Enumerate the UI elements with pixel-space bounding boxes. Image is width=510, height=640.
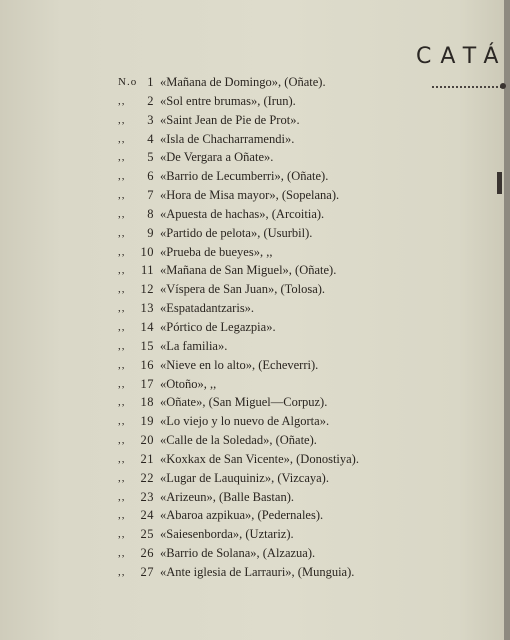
catalog-entry xyxy=(118,431,388,450)
entry-number: 15 xyxy=(140,338,154,353)
entry-prefix: ,, xyxy=(118,170,126,183)
title-ornament-dot xyxy=(500,83,506,89)
entry-number: 5 xyxy=(147,150,154,165)
catalog-entry xyxy=(118,356,388,375)
entry-prefix: ,, xyxy=(118,151,126,164)
entry-prefix: N.o xyxy=(118,76,138,88)
entry-number: 3 xyxy=(147,112,154,127)
entry-title: «Sol entre brumas», (Irun). xyxy=(160,93,296,108)
entry-number: 13 xyxy=(140,301,154,316)
entry-number: 7 xyxy=(147,188,154,203)
entry-prefix: ,, xyxy=(118,302,126,315)
entry-number: 4 xyxy=(147,131,154,146)
entry-number: 27 xyxy=(140,564,154,579)
entry-prefix: ,, xyxy=(118,320,126,333)
catalog-entry xyxy=(118,186,388,205)
entry-title: «Barrio de Solana», (Alzazua). xyxy=(160,546,316,561)
entry-prefix: ,, xyxy=(118,471,126,484)
catalog-entry xyxy=(118,337,388,356)
catalog-entry xyxy=(118,280,388,299)
entry-number: 25 xyxy=(140,527,154,542)
entry-prefix: ,, xyxy=(118,490,126,503)
entry-title: «Ante iglesia de Larrauri», (Munguia). xyxy=(160,564,355,579)
entry-prefix: ,, xyxy=(118,434,126,447)
entry-title: «Partido de pelota», (Usurbil). xyxy=(160,225,313,240)
entry-number: 11 xyxy=(140,263,154,278)
catalog-entry xyxy=(118,393,388,412)
entry-number: 9 xyxy=(147,225,154,240)
entry-prefix: ,, xyxy=(118,245,126,258)
entry-title: «Oñate», (San Miguel—Corpuz). xyxy=(160,395,328,410)
entry-title: «Prueba de bueyes», ,, xyxy=(160,244,273,259)
entry-prefix: ,, xyxy=(118,132,126,145)
entry-title: «Mañana de San Miguel», (Oñate). xyxy=(160,263,337,278)
entry-title: «Apuesta de hachas», (Arcoitia). xyxy=(160,206,325,221)
entry-title: «Abaroa azpikua», (Pedernales). xyxy=(160,508,324,523)
entry-title: «Saint Jean de Pie de Prot». xyxy=(160,112,300,127)
entry-number: 24 xyxy=(140,508,154,523)
title-ornament-rule xyxy=(432,86,502,88)
catalog-entry xyxy=(118,224,388,243)
entry-title: «Víspera de San Juan», (Tolosa). xyxy=(160,282,326,297)
entry-title: «Otoño», ,, xyxy=(160,376,217,391)
entry-prefix: ,, xyxy=(118,339,126,352)
entry-prefix: ,, xyxy=(118,565,126,578)
margin-mark xyxy=(497,172,502,194)
entry-title: «Arizeun», (Balle Bastan). xyxy=(160,489,294,504)
entry-prefix: ,, xyxy=(118,509,126,522)
entry-title: «Mañana de Domingo», (Oñate). xyxy=(160,75,326,89)
entry-number: 21 xyxy=(140,451,154,466)
entry-prefix: ,, xyxy=(118,415,126,428)
catalog-entry xyxy=(118,544,388,563)
entry-title: «Hora de Misa mayor», (Sopelana). xyxy=(160,188,340,203)
entry-prefix: ,, xyxy=(118,226,126,239)
catalog-entry xyxy=(118,412,388,431)
entry-number: 22 xyxy=(140,470,154,485)
entry-number: 6 xyxy=(147,169,154,184)
catalog-entry xyxy=(118,450,388,469)
entry-number: 16 xyxy=(140,357,154,372)
catalog-entry xyxy=(118,148,388,167)
entry-prefix: ,, xyxy=(118,283,126,296)
entry-prefix: ,, xyxy=(118,264,126,277)
entry-number: 1 xyxy=(147,75,154,89)
entry-number: 18 xyxy=(140,395,154,410)
entry-number: 20 xyxy=(140,433,154,448)
catalog-entry xyxy=(118,261,388,280)
catalog-list xyxy=(118,73,388,582)
catalog-entry xyxy=(118,243,388,262)
catalog-entry xyxy=(118,506,388,525)
entry-title: «Pórtico de Legazpia». xyxy=(160,319,276,334)
entry-prefix: ,, xyxy=(118,207,126,220)
entry-title: «Isla de Chacharramendi». xyxy=(160,131,295,146)
entry-number: 19 xyxy=(140,414,154,429)
catalog-entry xyxy=(118,469,388,488)
entry-number: 2 xyxy=(147,93,154,108)
entry-number: 26 xyxy=(140,546,154,561)
catalog-entry xyxy=(118,488,388,507)
catalog-entry xyxy=(118,375,388,394)
entry-title: «Barrio de Lecumberri», (Oñate). xyxy=(160,169,329,184)
entry-title: «La familia». xyxy=(160,338,228,353)
entry-number: 12 xyxy=(140,282,154,297)
catalog-entry xyxy=(118,167,388,186)
page-edge-shadow xyxy=(504,0,510,640)
entry-number: 8 xyxy=(147,206,154,221)
entry-prefix: ,, xyxy=(118,189,126,202)
entry-title: «Nieve en lo alto», (Echeverri). xyxy=(160,357,319,372)
catalog-entry xyxy=(118,92,388,111)
entry-prefix: ,, xyxy=(118,452,126,465)
entry-number: 17 xyxy=(140,376,154,391)
entry-title: «De Vergara a Oñate». xyxy=(160,150,274,165)
catalog-entry xyxy=(118,130,388,149)
catalog-entry xyxy=(118,525,388,544)
catalog-entry xyxy=(118,318,388,337)
entry-title: «Calle de la Soledad», (Oñate). xyxy=(160,433,317,448)
entry-prefix: ,, xyxy=(118,113,126,126)
entry-prefix: ,, xyxy=(118,528,126,541)
catalog-entry xyxy=(118,111,388,130)
entry-prefix: ,, xyxy=(118,358,126,371)
entry-title: «Lugar de Lauquiniz», (Vizcaya). xyxy=(160,470,329,485)
catalog-title: CATÁ xyxy=(416,44,508,69)
entry-title: «Espatadantzaris». xyxy=(160,301,255,316)
entry-prefix: ,, xyxy=(118,547,126,560)
catalog-entry xyxy=(118,205,388,224)
entry-prefix: ,, xyxy=(118,94,126,107)
entry-number: 23 xyxy=(140,489,154,504)
catalog-entry xyxy=(118,563,388,582)
entry-title: «Lo viejo y lo nuevo de Algorta». xyxy=(160,414,330,429)
catalog-entry xyxy=(118,299,388,318)
entry-number: 10 xyxy=(140,244,154,259)
entry-number: 14 xyxy=(140,319,154,334)
entry-prefix: ,, xyxy=(118,377,126,390)
catalog-entry xyxy=(118,73,388,92)
entry-title: «Koxkax de San Vicente», (Donostiya). xyxy=(160,451,359,466)
entry-title: «Saiesenborda», (Uztariz). xyxy=(160,527,294,542)
entry-prefix: ,, xyxy=(118,396,126,409)
